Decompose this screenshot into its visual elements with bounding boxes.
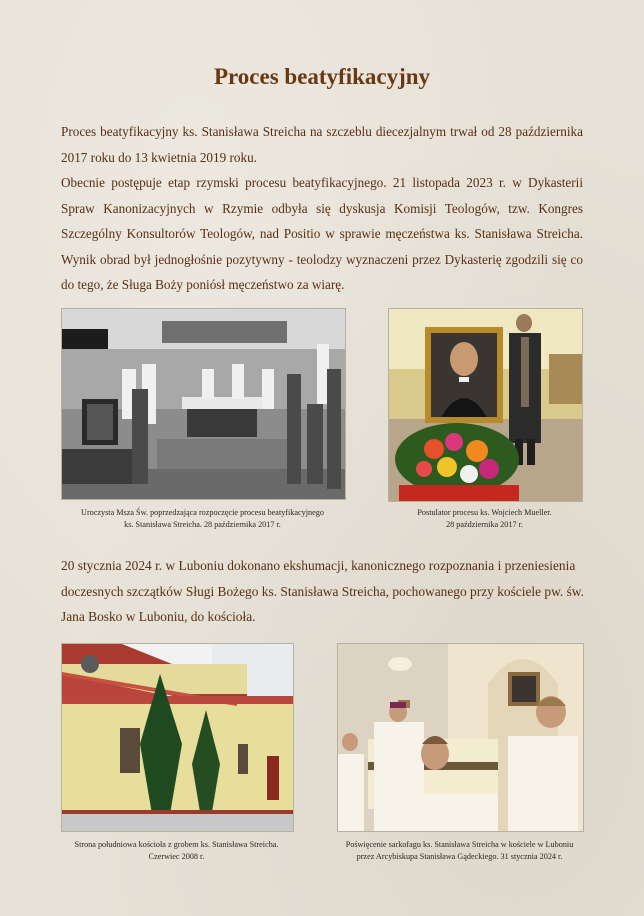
paragraph-roman-phase: Obecnie postępuje etap rzymski procesu beatyfikacyjnego. 21 listopada 2023 r. w Dykasterii Spraw Kanonizacyjnych w Rzymie odbyła się dyskusja Komisji Teologów, tzw. Kongres Szczególny Konsultorów Teologów, nad Positio w sprawie męczeństwa ks. Stanisława Streicha. Wynik obrad był jednogłośnie pozytywny - teolodzy wyznaczeni przez Dykasterię zgodzili się co do tego, że Sługa Boży poniósł męczeństwo za wiarę. xyxy=(61,175,583,292)
photo-mass-2017 xyxy=(61,308,346,500)
caption-line: Poświęcenie sarkofagu ks. Stanisława Streicha w kościele w Luboniu xyxy=(345,840,574,849)
caption-line: Uroczysta Msza Św. poprzedzająca rozpoczęcie procesu beatyfikacyjnego xyxy=(81,508,324,517)
photo-church-south xyxy=(61,643,294,832)
caption-line: przez Arcybiskupa Stanisława Gądeckiego. 31 stycznia 2024 r. xyxy=(356,852,563,861)
caption-church-south xyxy=(61,839,292,863)
caption-line: 28 października 2017 r. xyxy=(446,520,523,529)
caption-mass-2017 xyxy=(61,507,344,531)
photo-sarcophagus-blessing xyxy=(337,643,584,832)
caption-postulator xyxy=(388,507,581,531)
paragraph-exhumation: 20 stycznia 2024 r. w Luboniu dokonano ekshumacji, kanonicznego rozpoznania i przeniesienia doczesnych szczątków Sługi Bożego ks. Stanisława Streicha, pochowanego przy kościele pw. św. Jana Bosko w Luboniu, do kościoła. xyxy=(61,558,584,624)
page-title: Proces beatyfikacyjny xyxy=(213,64,431,89)
caption-line: Strona południowa kościoła z grobem ks. Stanisława Streicha. xyxy=(74,840,279,849)
caption-sarcophagus-blessing xyxy=(322,839,597,863)
photo-postulator xyxy=(388,308,583,502)
caption-line: Czerwiec 2008 r. xyxy=(148,852,205,861)
paragraph-diocesan-process: Proces beatyfikacyjny ks. Stanisława Streicha na szczeblu diecezjalnym trwał od 28 października 2017 roku do 13 kwietnia 2019 roku. xyxy=(61,124,583,165)
caption-line: Postulator procesu ks. Wojciech Mueller. xyxy=(417,508,552,517)
caption-line: ks. Stanisława Streicha. 28 października 2017 r. xyxy=(124,520,281,529)
